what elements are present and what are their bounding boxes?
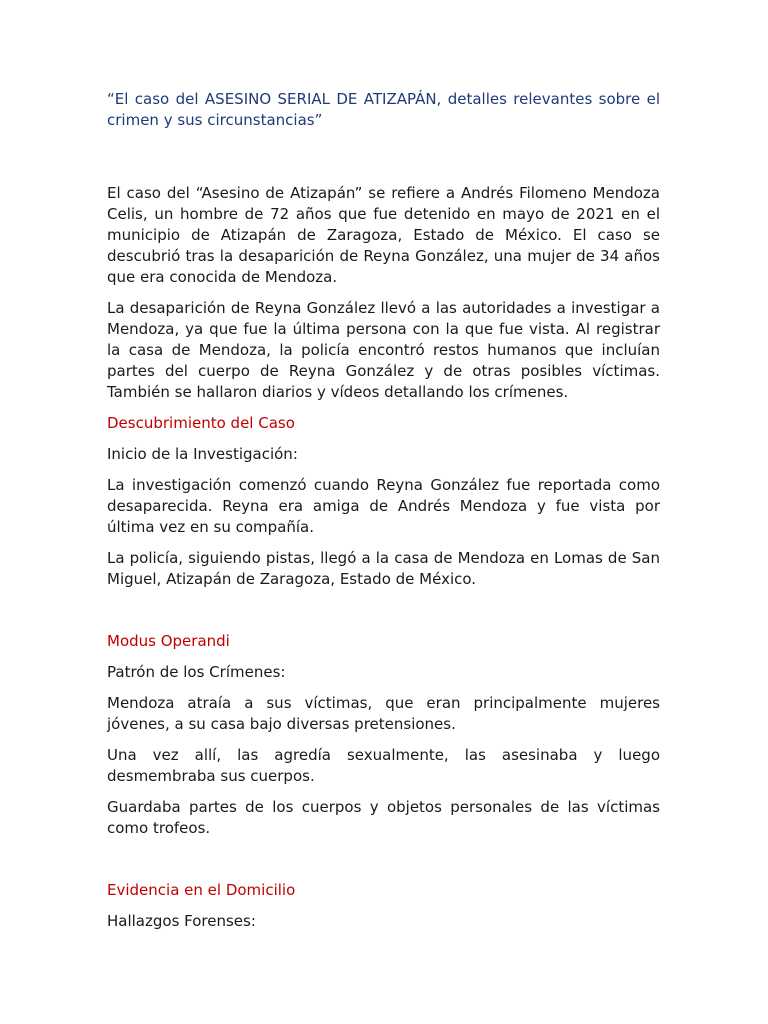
section-subheading: Hallazgos Forenses: <box>107 912 256 930</box>
spacer <box>107 652 660 662</box>
spacer <box>107 621 660 631</box>
intro-paragraph-2: La desaparición de Reyna González llevó a las autoridades a investigar a Mendoza, ya que fue la última persona con la que fue vista. Al registrar la casa de Mendoza, la policía encontró restos humanos que incluían partes del cuerpo de Reyna González y de otras posibles víctimas. También se hallaron diarios y vídeos detallando los crímenes. <box>107 299 660 401</box>
spacer <box>107 288 660 298</box>
section-heading-descubrimiento: Descubrimiento del Caso <box>107 414 295 432</box>
spacer <box>107 538 660 548</box>
spacer <box>107 901 660 911</box>
section-heading-modus-operandi: Modus Operandi <box>107 632 230 650</box>
spacer <box>107 735 660 745</box>
spacer <box>107 839 660 870</box>
document-page <box>107 89 660 932</box>
section-paragraph: Una vez allí, las agredía sexualmente, las asesinaba y luego desmembraba sus cuerpos. <box>107 746 660 785</box>
section-heading-evidencia: Evidencia en el Domicilio <box>107 881 296 899</box>
spacer <box>107 787 660 797</box>
section-paragraph: La policía, siguiendo pistas, llegó a la casa de Mendoza en Lomas de San Miguel, Atizapán de Zaragoza, Estado de México. <box>107 549 660 588</box>
section-paragraph: Guardaba partes de los cuerpos y objetos personales de las víctimas como trofeos. <box>107 798 660 837</box>
spacer <box>107 403 660 413</box>
spacer <box>107 870 660 880</box>
document-title: “El caso del ASESINO SERIAL DE ATIZAPÁN, detalles relevantes sobre el crimen y sus circunstancias” <box>107 90 660 129</box>
section-paragraph: Mendoza atraía a sus víctimas, que eran principalmente mujeres jóvenes, a su casa bajo diversas pretensiones. <box>107 694 660 733</box>
spacer <box>107 465 660 475</box>
section-subheading: Patrón de los Crímenes: <box>107 663 286 681</box>
spacer <box>107 434 660 444</box>
section-subheading: Inicio de la Investigación: <box>107 445 298 463</box>
intro-paragraph-1: El caso del “Asesino de Atizapán” se refiere a Andrés Filomeno Mendoza Celis, un hombre de 72 años que fue detenido en mayo de 2021 en el municipio de Atizapán de Zaragoza, Estado de México. El caso se descubrió tras la desaparición de Reyna González, una mujer de 34 años que era conocida de Mendoza. <box>107 184 660 286</box>
spacer <box>107 590 660 621</box>
spacer <box>107 683 660 693</box>
spacer <box>107 131 660 183</box>
section-paragraph: La investigación comenzó cuando Reyna González fue reportada como desaparecida. Reyna era amiga de Andrés Mendoza y fue vista por última vez en su compañía. <box>107 476 660 536</box>
